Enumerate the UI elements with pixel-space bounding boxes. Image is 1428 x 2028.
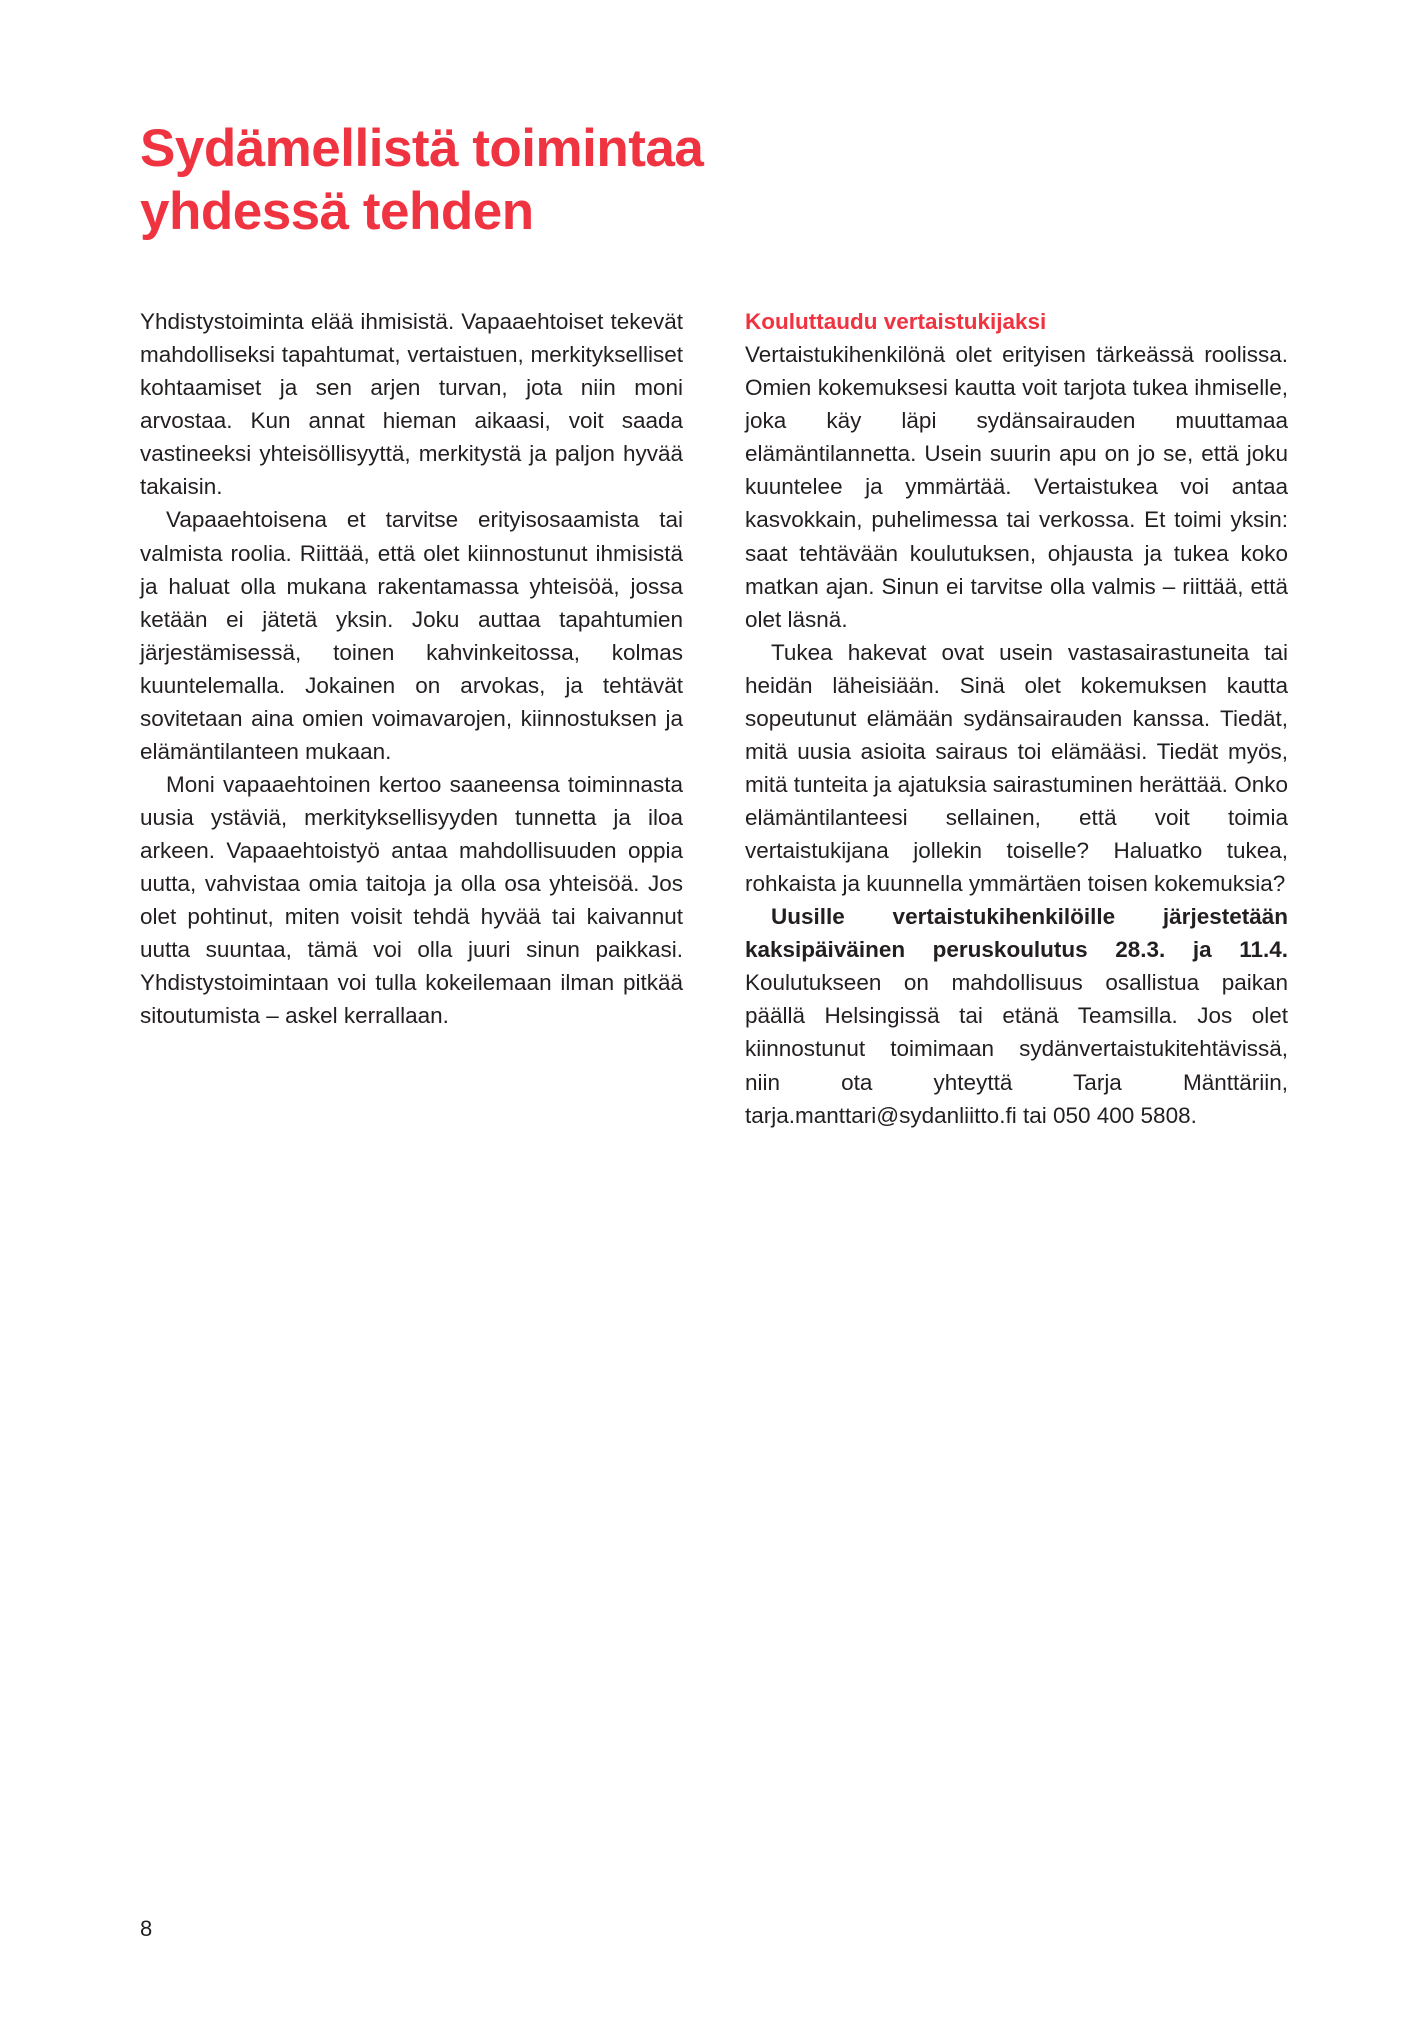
page-title: [140, 118, 1040, 243]
paragraph-training-info: [745, 900, 1288, 1131]
left-column: [140, 305, 683, 1132]
page-number: 8: [140, 1916, 153, 1941]
right-column: [745, 305, 1288, 1132]
paragraph: Vapaaehtoisena et tarvitse erityisosaamista tai valmista roolia. Riittää, että olet kiinnostunut ihmisistä ja haluat olla mukana rakentamassa yhteisöä, jossa ketään ei jätetä yksin. Joku auttaa tapahtumien järjestämisessä, toinen kahvinkeitossa, kolmas kuuntelemalla. Jokainen on arvokas, ja tehtävät sovitetaan aina omien voimavarojen, kiinnostuksen ja elämäntilanteen mukaan.: [140, 507, 683, 764]
paragraph: Vertaistukihenkilönä olet erityisen tärkeässä roolissa. Omien kokemuksesi kautta voit tarjota tukea ihmiselle, joka käy läpi sydänsairauden muuttamaa elämäntilannetta. Usein suurin apu on jo se, että joku kuuntelee ja ymmärtää. Vertaistukea voi antaa kasvokkain, puhelimessa tai verkossa. Et toimi yksin: saat tehtävään koulutuksen, ohjausta ja tukea koko matkan ajan. Sinun ei tarvitse olla valmis – riittää, että olet läsnä.: [745, 342, 1288, 632]
training-details-text: Koulutukseen on mahdollisuus osallistua paikan päällä Helsingissä tai etänä Teamsilla. Jos olet kiinnostunut toimimaan sydänvertaistukitehtävissä, niin ota yhteyttä Tarja Mänttäriin, tarja.manttari@sydanliitto.fi tai 050 400 5808.: [745, 970, 1288, 1128]
training-dates-bold: Uusille vertaistukihenkilöille järjestetään kaksipäiväinen peruskoulutus 28.3. ja 11.4.: [745, 904, 1288, 963]
article-body: [140, 305, 1288, 1132]
paragraph: Tukea hakevat ovat usein vastasairastuneita tai heidän läheisiään. Sinä olet kokemuksen kautta sopeutunut elämään sydänsairauden kanssa. Tiedät, mitä uusia asioita sairaus toi elämääsi. Tiedät myös, mitä tunteita ja ajatuksia sairastuminen herättää. Onko elämäntilanteesi sellainen, että voit toimia vertaistukijana jollekin toiselle? Haluatko tukea, rohkaista ja kuunnella ymmärtäen toisen kokemuksia?: [745, 639, 1288, 897]
paragraph: Yhdistystoiminta elää ihmisistä. Vapaaehtoiset tekevät mahdolliseksi tapahtumat, vertaistuen, merkitykselliset kohtaamiset ja sen arjen turvan, jota niin moni arvostaa. Kun annat hieman aikaasi, voit saada vastineeksi yhteisöllisyyttä, merkitystä ja paljon hyvää takaisin.: [140, 309, 683, 500]
page-title-line-1: Sydämellistä toimintaa: [140, 119, 704, 178]
section-subheading: Kouluttaudu vertaistukijaksi: [745, 309, 1047, 335]
paragraph: Moni vapaaehtoinen kertoo saaneensa toiminnasta uusia ystäviä, merkityksellisyyden tunnetta ja iloa arkeen. Vapaaehtoistyö antaa mahdollisuuden oppia uutta, vahvistaa omia taitoja ja olla osa yhteisöä. Jos olet pohtinut, miten voisit tehdä hyvää tai kaivannut uutta suuntaa, tämä voi olla juuri sinun paikkasi. Yhdistystoimintaan voi tulla kokeilemaan ilman pitkää sitoutumista – askel kerrallaan.: [140, 771, 683, 1029]
page-title-line-2: yhdessä tehden: [140, 181, 534, 241]
